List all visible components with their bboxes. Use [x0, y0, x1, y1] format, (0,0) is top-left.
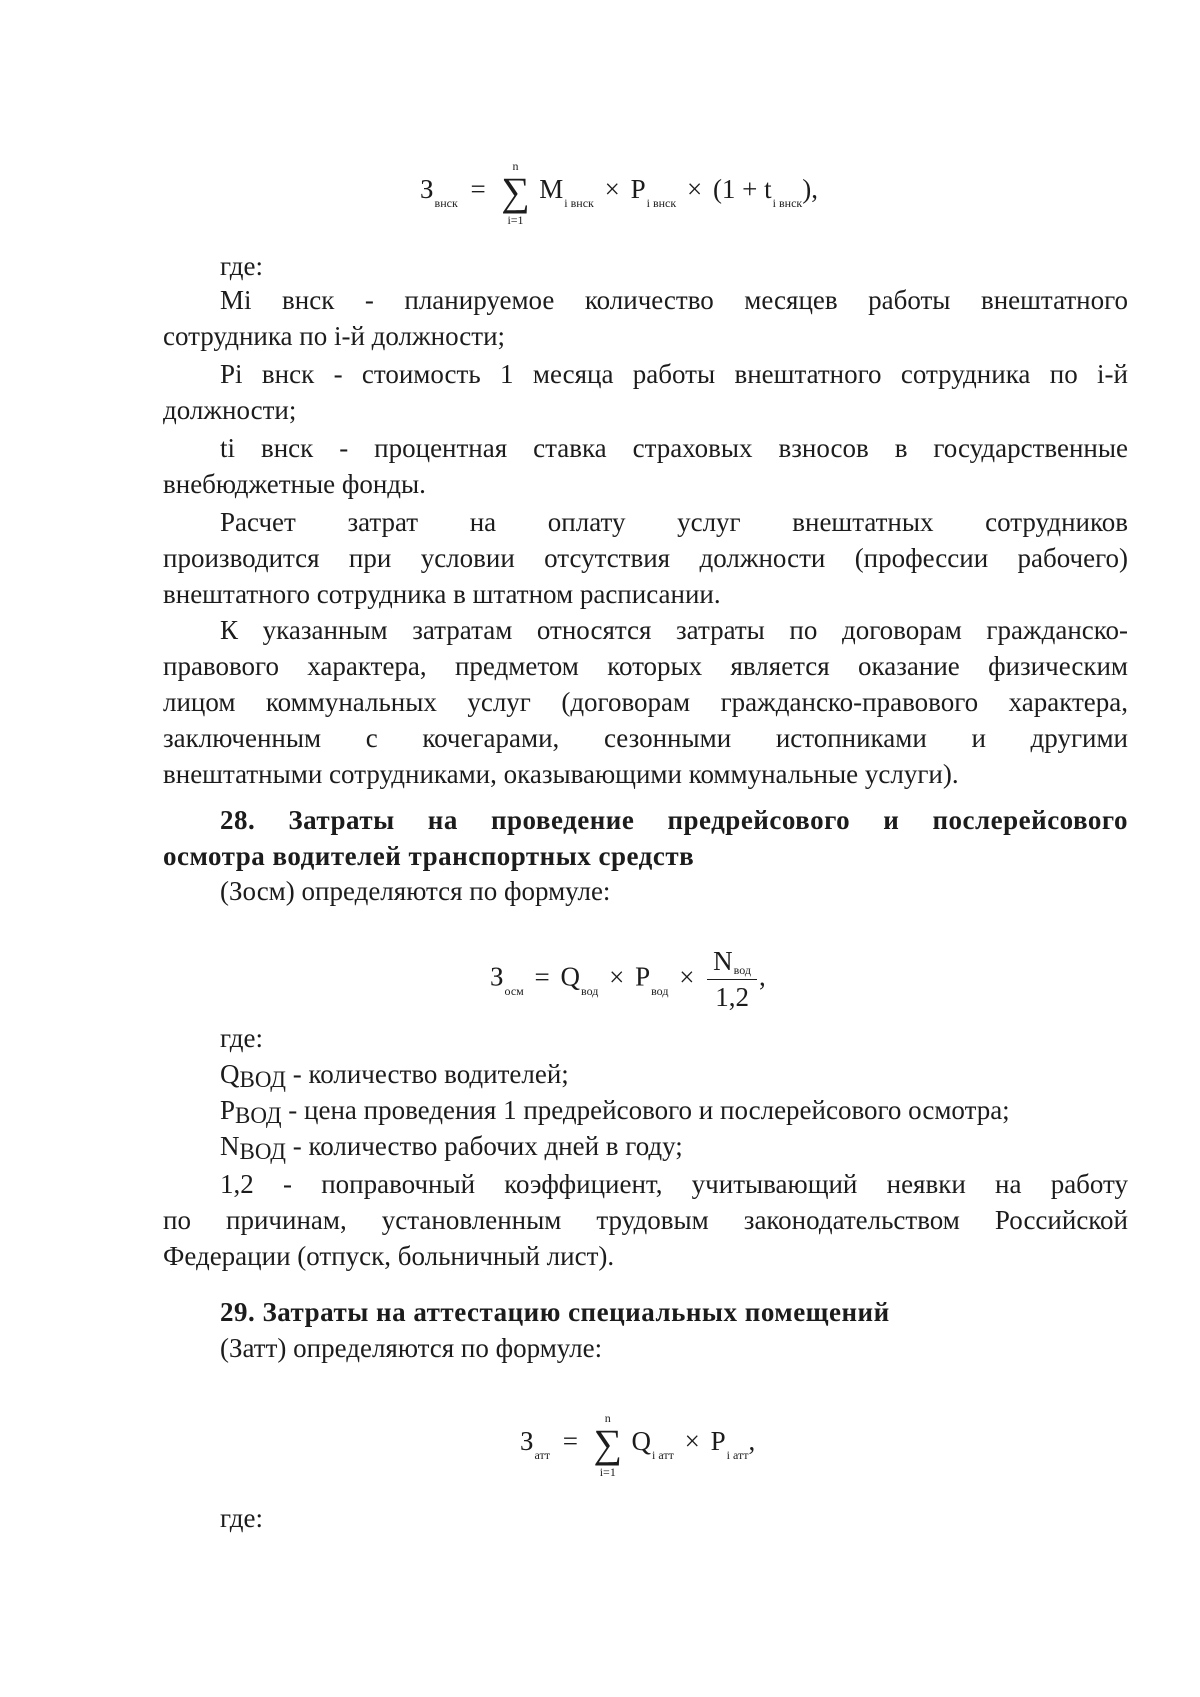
- symbol-p-sub: ВОД: [235, 1103, 282, 1128]
- definition-m-line1: - планируемое количество месяцев работы внештатного: [334, 285, 1128, 315]
- formula-lhs: З: [490, 961, 504, 992]
- formula-lhs: З: [520, 1426, 534, 1457]
- sum-lower: i=1: [599, 1465, 616, 1479]
- denominator: 1,2: [715, 982, 749, 1012]
- term-q: Q: [560, 961, 580, 992]
- where-label: где:: [220, 1503, 263, 1533]
- term-p: P: [710, 1426, 726, 1457]
- sum-icon: n ∑ i=1: [591, 1424, 625, 1464]
- formula-tail: ,: [748, 1426, 756, 1457]
- symbol-m: Mi: [220, 285, 252, 315]
- formula-att: [520, 1411, 756, 1479]
- definition-p: [163, 356, 1128, 428]
- sum-icon: n ∑ i=1: [499, 172, 533, 212]
- symbol-p: P: [220, 1095, 236, 1125]
- term-t-close: ),: [802, 174, 818, 205]
- definition-pv: [220, 1092, 1010, 1130]
- definition-q-text: - количество водителей;: [286, 1059, 569, 1089]
- heading-line: 28. Затраты на проведение предрейсового и послерейсового: [220, 805, 1128, 835]
- definition-q: [220, 1056, 569, 1094]
- formula-lhs-sub: внск: [434, 196, 458, 211]
- definition-t-line2: внебюджетные фонды.: [163, 469, 426, 499]
- term-p: P: [630, 174, 646, 205]
- section-28-heading: [163, 802, 1128, 874]
- equals-sign: =: [470, 174, 486, 205]
- term-p: P: [635, 961, 651, 992]
- definition-pv-text: - цена проведения 1 предрейсового и послерейсового осмотра;: [281, 1095, 1010, 1125]
- symbol-q-sub: ВОД: [239, 1067, 286, 1092]
- paragraph-line: внештатными сотрудниками, оказывающими коммунальные услуги).: [163, 759, 959, 789]
- symbol-n-sub: ВОД: [239, 1139, 286, 1164]
- formula-lhs-sub: атт: [534, 1448, 551, 1463]
- definition-p-line2: должности;: [163, 395, 297, 425]
- paragraph-line: К указанным затратам относятся затраты по договорам гражданско-: [220, 615, 1128, 645]
- where-label: где:: [220, 1023, 263, 1053]
- paragraph-line: заключенным с кочегарами, сезонными истопниками и другими: [163, 723, 1128, 753]
- times-sign: ×: [679, 961, 695, 992]
- symbol-p-sub: внск: [261, 359, 315, 389]
- section-29-heading: 29. Затраты на аттестацию специальных помещений: [220, 1297, 890, 1327]
- paragraph-line: производится при условии отсутствия должности (профессии рабочего): [163, 543, 1128, 573]
- paragraph-contracts: [163, 612, 1128, 792]
- section-29-intro: (Затт) определяются по формуле:: [220, 1333, 603, 1363]
- where-label: где:: [220, 251, 263, 281]
- formula-lhs: З: [420, 174, 434, 205]
- symbol-m-sub: внск: [282, 285, 335, 315]
- definition-m: [163, 282, 1128, 354]
- formula-vnsk: [420, 159, 818, 227]
- paragraph-line: по причинам, установленным трудовым законодательством Российской: [163, 1205, 1128, 1235]
- numerator-sub: вод: [733, 963, 752, 977]
- definition-n: [220, 1128, 683, 1166]
- definition-t-line1: - процентная ставка страховых взносов в государственные: [313, 433, 1129, 463]
- paragraph-calculation: [163, 504, 1128, 612]
- times-sign: ×: [686, 174, 703, 205]
- term-m: M: [539, 174, 564, 205]
- term-p-sub: i атт: [726, 1448, 749, 1463]
- paragraph-line: Расчет затрат на оплату услуг внештатных сотрудников: [220, 507, 1128, 537]
- sum-upper: n: [604, 1411, 611, 1425]
- paragraph-line: Федерации (отпуск, больничный лист).: [163, 1241, 615, 1271]
- term-q: Q: [631, 1426, 652, 1457]
- equals-sign: =: [534, 961, 550, 992]
- term-q-sub: i атт: [652, 1448, 674, 1463]
- term-t-open: (1 + t: [712, 174, 772, 205]
- numerator: N: [713, 946, 733, 976]
- times-sign: ×: [609, 961, 625, 992]
- fraction: [707, 946, 757, 1013]
- times-sign: ×: [684, 1426, 700, 1457]
- sum-lower: i=1: [507, 213, 524, 227]
- symbol-n: N: [220, 1131, 240, 1161]
- formula-lhs-sub: осм: [504, 983, 524, 998]
- symbol-t: ti: [220, 433, 236, 463]
- term-p-sub: вод: [651, 983, 669, 998]
- formula-osm: [490, 946, 766, 1013]
- section-28-intro: (Зосм) определяются по формуле:: [220, 876, 611, 906]
- sum-upper: n: [512, 159, 519, 173]
- term-q-sub: вод: [580, 983, 599, 998]
- term-p-sub: i внск: [646, 196, 677, 211]
- paragraph-coefficient: [163, 1166, 1128, 1274]
- definition-t: [163, 430, 1128, 502]
- term-m-sub: i внск: [564, 196, 594, 211]
- symbol-t-sub: внск: [260, 433, 314, 463]
- paragraph-line: внештатного сотрудника в штатном расписании.: [163, 579, 721, 609]
- definition-n-text: - количество рабочих дней в году;: [286, 1131, 683, 1161]
- times-sign: ×: [604, 174, 620, 205]
- paragraph-line: 1,2 - поправочный коэффициент, учитывающий неявки на работу: [220, 1169, 1128, 1199]
- paragraph-line: лицом коммунальных услуг (договорам гражданско-правового характера,: [163, 687, 1128, 717]
- heading-line: осмотра водителей транспортных средств: [163, 841, 695, 871]
- term-t-sub: i внск: [772, 196, 803, 211]
- formula-tail: ,: [759, 961, 766, 992]
- definition-m-line2: сотрудника по i-й должности;: [163, 321, 506, 351]
- symbol-p: Pi: [220, 359, 243, 389]
- definition-p-line1: - стоимость 1 месяца работы внештатного сотрудника по i-й: [314, 359, 1128, 389]
- equals-sign: =: [562, 1426, 579, 1457]
- paragraph-line: правового характера, предметом которых является оказание физическим: [163, 651, 1128, 681]
- symbol-q: Q: [220, 1059, 240, 1089]
